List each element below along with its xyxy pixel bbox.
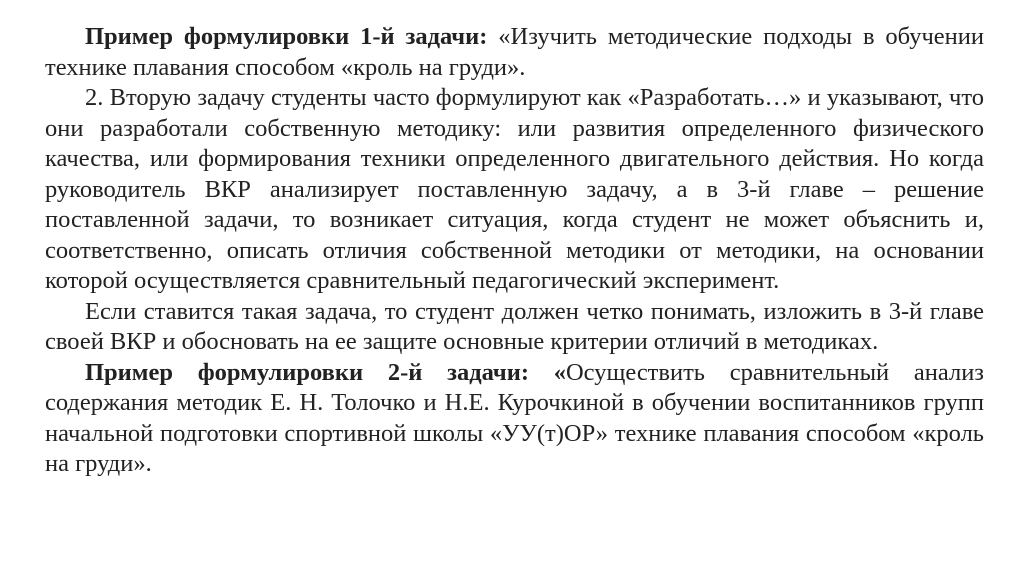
second-task-text: 2. Вторую задачу студенты часто формулируют как «Разработать…» и указывают, что они разработали собственную методику: или развития определенного физического качества, или формирования техники определенного двигательного действия. Но когда руководитель ВКР анализирует поставленную задачу, а в 3-й главе – решение поставленной задачи, то возникает ситуация, когда студент не может объяснить и, соответственно, описать отличия собственной методики от методики, на основании которой осуществляется сравнительный педагогический эксперимент. — [45, 84, 984, 294]
if-task-text: Если ставится такая задача, то студент должен четко понимать, изложить в 3-й главе своей ВКР и обосновать на ее защите основные критерии отличий в методиках. — [45, 297, 984, 355]
paragraph-second-task — [45, 83, 984, 297]
task-1-example-text: «Изучить методические подходы в обучении технике плавания способом «кроль на груди». — [45, 23, 984, 81]
paragraph-task-2-example — [45, 358, 984, 480]
task-2-example-heading: Пример формулировки 2-й задачи: « — [85, 358, 566, 386]
paragraph-if-task — [45, 297, 984, 358]
task-2-example-text: Осуществить сравнительный анализ содержания методик Е. Н. Толочко и Н.Е. Курочкиной в обучении воспитанников групп начальной подготовки спортивной школы «УУ(т)ОР» технике плавания способом «кроль на груди». — [45, 358, 984, 477]
paragraph-task-1-example — [45, 22, 984, 83]
document-page — [45, 22, 984, 480]
task-1-example-heading: Пример формулировки 1-й задачи: — [85, 23, 488, 50]
